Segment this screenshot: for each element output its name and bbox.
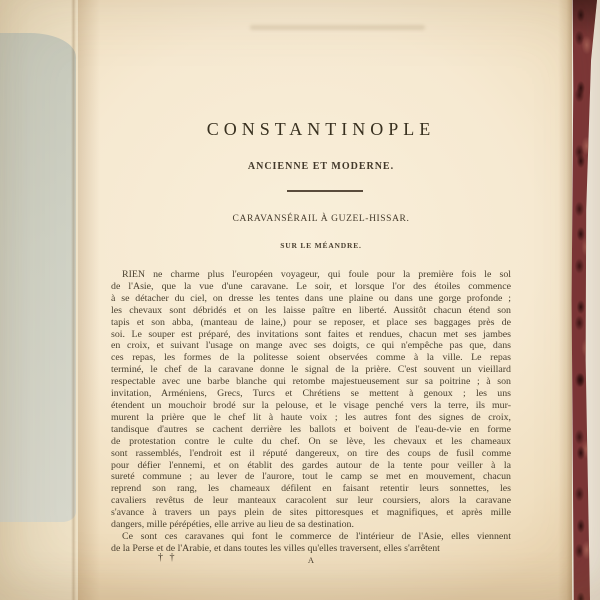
section-heading: CARAVANSÉRAIL À GUZEL-HISSAR. [232, 214, 410, 224]
book-title: CONSTANTINOPLE [206, 119, 436, 139]
text-line: pour défier l'ennemi, et on établit des gardes autour de la tente pour veiller à la [111, 459, 511, 471]
text-line: s'avance à travers un pays plein de sites pittoresques et magnifiques, et après mille [111, 507, 511, 519]
section-subheading: SUR LE MÉANDRE. [280, 241, 362, 250]
text-line: Ce sont ces caravanes qui font le commerce de l'intérieur de l'Asie, elles viennent [122, 530, 511, 542]
text-line: murent la prière que le chef lit à haute voix ; les autres font des signes de croix, [111, 411, 511, 423]
text-line: terminé, le chef de la caravane donne le signal de la prière. C'est souvent un vieillard [111, 364, 511, 376]
text-line: tapis et son abba, (manteau de laine,) pour se reposer, et place ses baggages près de [111, 316, 511, 328]
gutter-crease [71, 0, 76, 600]
ink-showthrough [250, 25, 425, 30]
text-line: tandisque d'autres se cachent derrière les ballots et boivent de l'eau-de-vie en forme [111, 423, 511, 435]
text-line: ces repas, les formes de la politesse soient observées comme à la ville. Le repas [111, 352, 511, 364]
text-line: de protestation contre le culte du chef. On se lève, les chevaux et les chameaux [111, 435, 511, 447]
text-line: RIEN ne charme plus l'européen voyageur, qui foule pour la première fois le sol [122, 269, 511, 280]
text-line: dangers, mille pérépéties, elle arrive au lieu de sa destination. [111, 519, 354, 531]
text-line: soi. Le souper est préparé, des invitations sont faites et rendues, chacun met ses jambes [111, 328, 511, 340]
text-line: sont rassemblés, l'endroit est il réputé dangereux, on tire des coups de fusil comme [111, 447, 511, 459]
text-line: de la Perse et de l'Arabie, et dans toutes les villes qu'elles traversent, elles s'arrêtent [111, 542, 440, 554]
text-line: les chevaux sont débridés et on les laisse paître en liberté. Aussitôt chacun étend son [111, 304, 511, 316]
marbled-cover-edge [570, 0, 597, 600]
text-line: étendent un mouchoir brodé sur la pelouse, et le visage penché vers la terre, ils mur- [111, 399, 511, 411]
facing-page-edge [0, 33, 76, 522]
text-line: sureté commune ; au lever de l'aurore, tout le camp se met en mouvement, chacun [111, 471, 511, 483]
text-line: en croix, et suivant l'usage on mange avec ses doigts, ce qui n'empêche pas que, dans [111, 340, 511, 352]
text-line: à se détacher du ciel, on dresse les tentes dans une plaine ou dans une gorge profonde ; [111, 292, 511, 304]
text-line: reprend son rang, les chameaux défilent en faisant retentir leurs sonnettes, les [111, 483, 511, 495]
text-line: cavaliers revêtus de leur manteaux caracolent sur leur coursiers, alors la caravane [111, 495, 511, 507]
text-line: de l'Asie, que la vue d'une caravane. Le soir, et lorsque l'or des étoiles commence [111, 280, 511, 292]
book-subtitle: ANCIENNE ET MODERNE. [247, 161, 395, 172]
text-line: invitation, Arméniens, Grecs, Turcs et Chrétiens se mettent à genoux ; les uns [111, 388, 511, 400]
body-text [111, 269, 511, 555]
signature-mark: A [307, 555, 315, 565]
footnote-daggers: † † [158, 552, 177, 563]
text-line: respectable avec une barbe blanche qui retombe majestueusement sur sa poitrine ; à son [111, 376, 511, 388]
divider-rule [287, 190, 363, 192]
